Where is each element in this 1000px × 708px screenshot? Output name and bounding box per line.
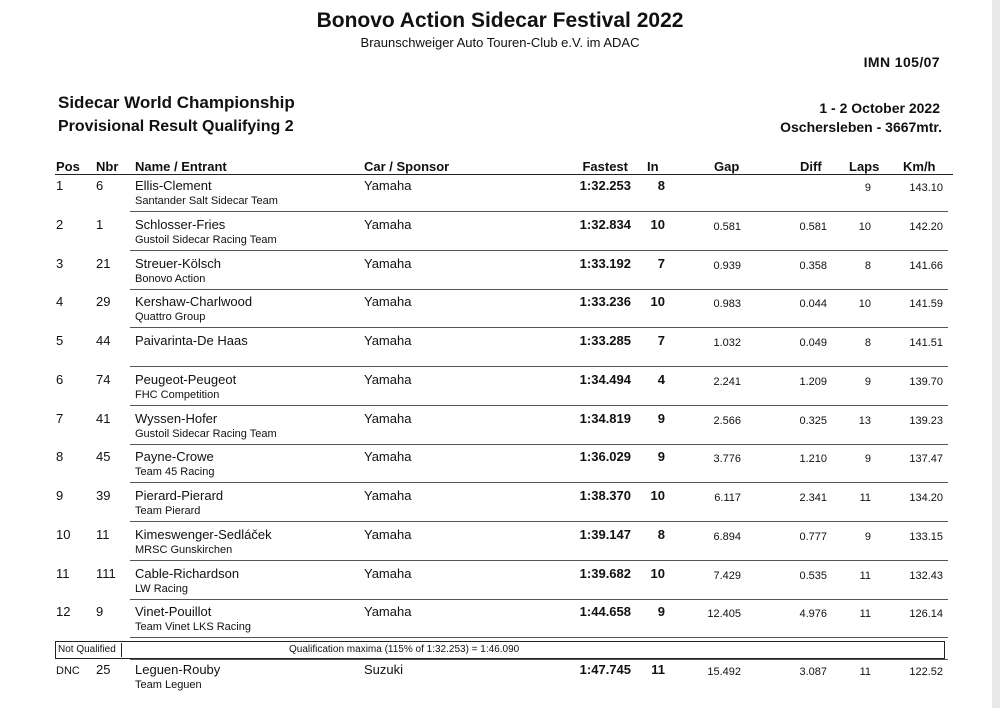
cell-in: 8 (657, 526, 665, 542)
cell-fastest: 1:32.253 (579, 178, 631, 193)
cell-gap: 0.581 (713, 220, 741, 233)
cell-laps: 11 (859, 492, 871, 504)
cell-pos: 5 (56, 333, 64, 348)
cell-gap: 6.894 (713, 530, 741, 543)
cell-laps: 8 (864, 337, 871, 349)
table-row (0, 368, 1000, 407)
cell-diff: 2.341 (799, 492, 827, 504)
cell-name: Peugeot-Peugeot (135, 371, 237, 387)
cell-team: FHC Competition (135, 388, 220, 401)
cell-fastest: 1:33.285 (579, 333, 631, 348)
cell-kmh: 141.51 (909, 337, 943, 349)
cell-kmh: 134.20 (909, 492, 943, 504)
cell-car: Yamaha (364, 604, 412, 620)
cell-name: Wyssen-Hofer (135, 410, 218, 426)
cell-nbr: 74 (96, 371, 111, 387)
table-row (0, 252, 1000, 291)
championship-title: Sidecar World Championship (58, 93, 295, 112)
cell-in: 9 (657, 410, 665, 426)
cell-gap: 12.405 (707, 608, 741, 621)
cell-name: Paivarinta-De Haas (135, 333, 248, 348)
cell-in: 10 (650, 294, 665, 310)
cell-in: 10 (650, 565, 665, 581)
cell-team: MRSC Gunskirchen (135, 543, 233, 556)
cell-gap: 0.983 (713, 298, 741, 311)
cell-car: Yamaha (364, 449, 412, 465)
cell-diff: 0.325 (799, 414, 827, 427)
event-title: Bonovo Action Sidecar Festival 2022 (316, 9, 684, 32)
cell-car: Yamaha (364, 216, 412, 232)
cell-team: LW Racing (135, 582, 188, 595)
cell-name: Schlosser-Fries (135, 216, 226, 232)
cell-pos: 4 (56, 294, 64, 310)
cell-diff: 0.777 (799, 530, 827, 543)
cell-pos: 10 (56, 526, 71, 542)
header-kmh: Km/h (903, 159, 936, 174)
cell-pos: DNC (56, 665, 80, 677)
cell-kmh: 126.14 (909, 608, 943, 621)
cell-team: Gustoil Sidecar Racing Team (135, 233, 277, 246)
cell-pos: 1 (56, 178, 64, 193)
cell-kmh: 133.15 (909, 530, 943, 543)
cell-pos: 2 (56, 216, 64, 232)
cell-team: Bonovo Action (135, 272, 206, 285)
cell-diff: 0.535 (799, 569, 827, 582)
cell-car: Yamaha (364, 333, 412, 348)
cell-gap: 1.032 (713, 337, 741, 349)
cell-nbr: 21 (96, 255, 111, 271)
cell-car: Suzuki (364, 662, 404, 677)
cell-laps: 9 (864, 375, 871, 388)
cell-team: Team Pierard (135, 505, 201, 517)
cell-team: Team 45 Racing (135, 466, 215, 479)
cell-laps: 11 (859, 608, 871, 621)
cell-nbr: 111 (96, 565, 116, 581)
cell-name: Vinet-Pouillot (135, 604, 212, 620)
cell-nbr: 11 (96, 526, 110, 542)
header-fastest: Fastest (582, 159, 628, 174)
cell-car: Yamaha (364, 255, 412, 271)
cell-pos: 9 (56, 488, 64, 503)
cell-kmh: 139.23 (909, 414, 943, 427)
cell-pos: 3 (56, 255, 64, 271)
cell-team: Team Vinet LKS Racing (135, 621, 251, 634)
cell-fastest: 1:38.370 (579, 488, 631, 503)
organizing-club: Braunschweiger Auto Touren-Club e.V. im ADAC (360, 35, 640, 50)
cell-diff: 0.581 (799, 220, 827, 233)
cell-name: Leguen-Rouby (135, 662, 221, 677)
cell-nbr: 25 (96, 662, 111, 677)
cell-laps: 9 (864, 182, 871, 194)
cell-car: Yamaha (364, 178, 412, 193)
cell-diff: 0.358 (799, 259, 827, 272)
event-dates: 1 - 2 October 2022 (819, 100, 940, 116)
cell-team: Gustoil Sidecar Racing Team (135, 427, 277, 440)
cell-name: Pierard-Pierard (135, 488, 224, 503)
header-name: Name / Entrant (135, 159, 227, 174)
not-qualified-label: Not Qualified (58, 643, 122, 657)
cell-laps: 9 (864, 453, 871, 466)
cell-team: Quattro Group (135, 311, 206, 324)
table-row (0, 445, 1000, 484)
header-laps: Laps (849, 159, 880, 174)
table-row (0, 329, 1000, 368)
cell-in: 11 (651, 662, 665, 677)
cell-nbr: 6 (96, 178, 104, 193)
cell-nbr: 9 (96, 604, 104, 620)
header-car: Car / Sponsor (364, 159, 450, 174)
cell-laps: 9 (864, 530, 871, 543)
cell-gap: 15.492 (707, 666, 741, 678)
cell-kmh: 137.47 (909, 453, 943, 466)
cell-kmh: 141.59 (909, 298, 943, 311)
cell-laps: 10 (858, 298, 871, 311)
cell-car: Yamaha (364, 565, 412, 581)
table-row (0, 290, 1000, 329)
session-title: Provisional Result Qualifying 2 (58, 118, 294, 135)
cell-fastest: 1:39.147 (579, 526, 631, 542)
cell-diff: 1.210 (799, 453, 827, 466)
cell-fastest: 1:33.192 (579, 255, 631, 271)
cell-laps: 11 (859, 569, 871, 582)
cell-fastest: 1:44.658 (579, 604, 631, 620)
table-row (0, 562, 1000, 601)
imn-number: IMN 105/07 (863, 54, 940, 70)
cell-laps: 13 (858, 414, 871, 427)
cell-pos: 11 (56, 565, 70, 581)
cell-kmh: 139.70 (909, 375, 943, 388)
cell-fastest: 1:36.029 (579, 449, 631, 465)
cell-in: 10 (650, 216, 665, 232)
cell-kmh: 143.10 (909, 182, 943, 194)
cell-gap: 7.429 (713, 569, 741, 582)
cell-laps: 10 (858, 220, 871, 233)
cell-gap: 0.939 (713, 259, 741, 272)
cell-car: Yamaha (364, 410, 412, 426)
table-row (0, 213, 1000, 252)
cell-in: 10 (650, 488, 665, 503)
cell-laps: 8 (864, 259, 871, 272)
table-row (0, 407, 1000, 446)
cell-nbr: 41 (96, 410, 111, 426)
cell-gap: 6.117 (714, 492, 741, 504)
header-pos: Pos (56, 159, 80, 174)
cell-name: Cable-Richardson (135, 565, 240, 581)
cell-car: Yamaha (364, 526, 412, 542)
cell-in: 9 (657, 604, 665, 620)
cell-name: Ellis-Clement (135, 178, 212, 193)
header-nbr: Nbr (96, 159, 119, 174)
qualification-maxima: Qualification maxima (115% of 1:32.253) = 1:46.090 (289, 644, 520, 655)
cell-diff: 0.049 (799, 337, 827, 349)
cell-fastest: 1:33.236 (579, 294, 631, 310)
cell-gap: 2.566 (713, 414, 741, 427)
table-row (0, 174, 1000, 213)
cell-diff: 0.044 (799, 298, 827, 311)
cell-nbr: 39 (96, 488, 111, 503)
cell-laps: 11 (859, 666, 871, 678)
cell-in: 7 (657, 333, 665, 348)
table-row (0, 600, 1000, 639)
cell-nbr: 45 (96, 449, 111, 465)
cell-car: Yamaha (364, 294, 412, 310)
cell-in: 7 (657, 255, 665, 271)
not-qualified-box (55, 641, 945, 659)
cell-fastest: 1:34.819 (579, 410, 631, 426)
cell-nbr: 1 (96, 216, 104, 232)
cell-fastest: 1:39.682 (579, 565, 631, 581)
header-diff: Diff (800, 159, 822, 174)
cell-pos: 8 (56, 449, 64, 465)
cell-name: Payne-Crowe (135, 449, 214, 465)
table-row (0, 484, 1000, 523)
table-row (0, 523, 1000, 562)
header-in: In (647, 159, 659, 174)
cell-nbr: 29 (96, 294, 111, 310)
cell-diff: 3.087 (799, 666, 827, 678)
cell-car: Yamaha (364, 488, 412, 503)
cell-name: Streuer-Kölsch (135, 255, 221, 271)
cell-fastest: 1:34.494 (579, 371, 631, 387)
cell-diff: 1.209 (799, 375, 827, 388)
header-gap: Gap (714, 159, 740, 174)
cell-in: 8 (657, 178, 665, 193)
cell-diff: 4.976 (799, 608, 827, 621)
row-divider (130, 637, 948, 638)
cell-in: 4 (657, 371, 665, 387)
cell-gap: 3.776 (713, 453, 741, 466)
cell-kmh: 141.66 (909, 259, 943, 272)
cell-kmh: 142.20 (909, 220, 943, 233)
cell-pos: 6 (56, 371, 64, 387)
cell-kmh: 122.52 (909, 666, 943, 678)
cell-nbr: 44 (96, 333, 111, 348)
cell-pos: 7 (56, 410, 64, 426)
cell-pos: 12 (56, 604, 71, 620)
cell-fastest: 1:32.834 (579, 216, 631, 232)
cell-kmh: 132.43 (909, 569, 943, 582)
cell-team: Santander Salt Sidecar Team (135, 195, 278, 207)
cell-team: Team Leguen (135, 679, 202, 691)
cell-name: Kimeswenger-Sedláček (135, 526, 272, 542)
cell-in: 9 (657, 449, 665, 465)
dnc-row (0, 658, 1000, 697)
venue: Oschersleben - 3667mtr. (780, 119, 942, 135)
cell-gap: 2.241 (713, 375, 741, 388)
cell-fastest: 1:47.745 (579, 662, 631, 677)
cell-name: Kershaw-Charlwood (135, 294, 253, 310)
cell-car: Yamaha (364, 371, 412, 387)
